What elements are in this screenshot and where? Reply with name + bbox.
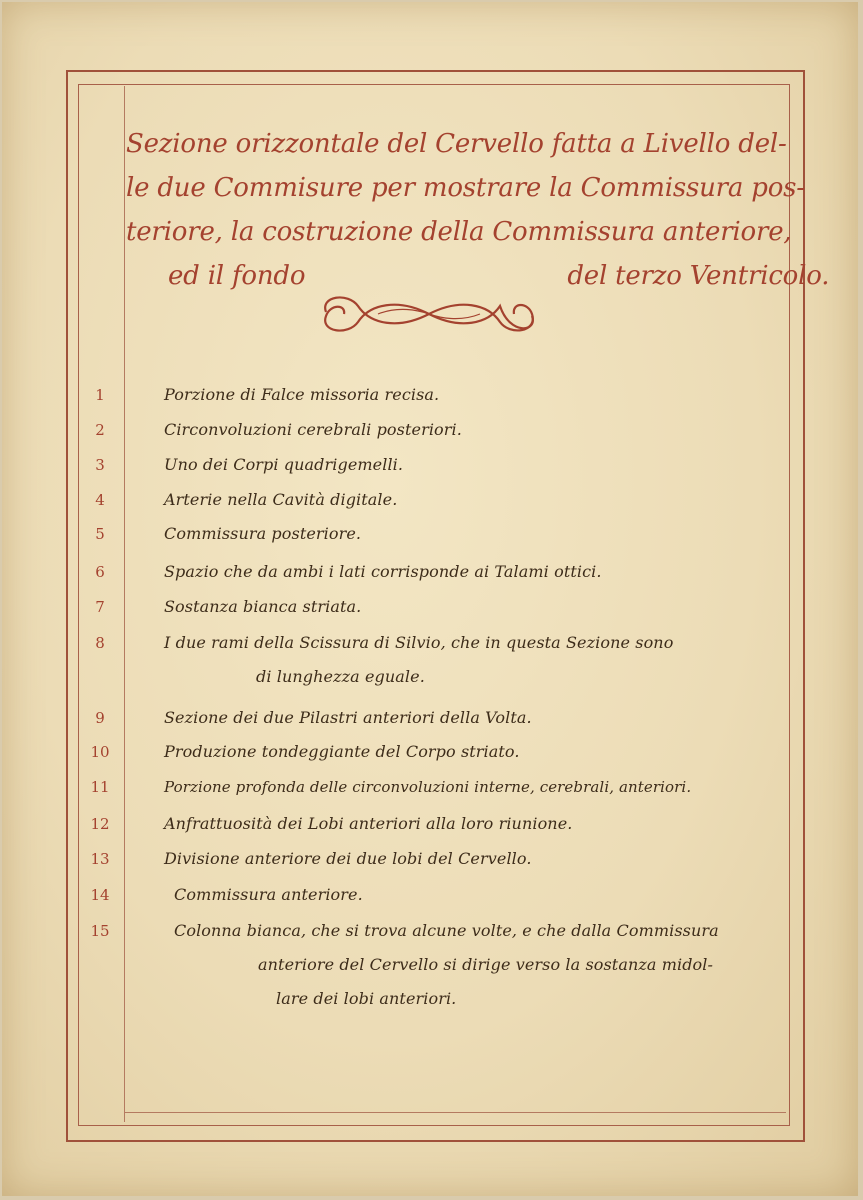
item-text: Commissura anteriore. [174, 885, 363, 904]
item-text: Sezione dei due Pilastri anteriori della Volta. [164, 708, 532, 727]
item-number: 6 [95, 563, 105, 581]
title-line-4-left: ed il fondo [168, 261, 306, 291]
item-text [174, 914, 719, 1016]
item-text-line: lare dei lobi anteriori. [276, 989, 457, 1008]
item-text: Commissura posteriore. [164, 524, 362, 543]
item-number: 12 [90, 815, 110, 833]
item-text-line: I due rami della Scissura di Silvio, che in questa Sezione sono [164, 633, 674, 652]
item-number: 1 [95, 386, 105, 404]
item-number: 8 [95, 634, 105, 652]
item-text-line: Colonna bianca, che si trova alcune volte, e che dalla Commissura [174, 921, 719, 940]
item-number: 11 [90, 778, 110, 796]
item-number: 3 [95, 456, 105, 474]
item-number: 5 [95, 525, 105, 543]
title-line-2: le due Commisure per mostrare la Commissura pos- [126, 173, 805, 203]
item-text: Divisione anteriore dei due lobi del Cervello. [164, 849, 532, 868]
item-text: Uno dei Corpi quadrigemelli. [164, 455, 404, 474]
item-text: Arterie nella Cavità digitale. [164, 490, 398, 509]
item-number: 15 [90, 922, 110, 940]
item-text: Porzione di Falce missoria recisa. [164, 385, 440, 404]
item-text-line: anteriore del Cervello si dirige verso la sostanza midol- [258, 955, 714, 974]
item-text: Sostanza bianca striata. [164, 597, 362, 616]
item-number: 10 [90, 743, 110, 761]
item-text: Porzione profonda delle circonvoluzioni interne, cerebrali, anteriori. [164, 778, 692, 796]
title-line-4-right: del terzo Ventricolo. [567, 261, 830, 291]
item-number: 13 [90, 850, 110, 868]
item-text: Anfrattuosità dei Lobi anteriori alla loro riunione. [164, 814, 573, 833]
item-number: 2 [95, 421, 105, 439]
item-number: 7 [95, 598, 105, 616]
manuscript-page [2, 2, 858, 1196]
item-text: Produzione tondeggiante del Corpo striato. [164, 742, 520, 761]
title-line-3: teriore, la costruzione della Commissura anteriore, [126, 217, 792, 247]
item-number: 14 [90, 886, 110, 904]
item-number: 4 [95, 491, 105, 509]
item-text: Spazio che da ambi i lati corrisponde ai Talami ottici. [164, 562, 602, 581]
title-line-1: Sezione orizzontale del Cervello fatta a Livello del- [126, 129, 787, 159]
item-text-line: di lunghezza eguale. [256, 667, 425, 686]
item-text: Circonvoluzioni cerebrali posteriori. [164, 420, 462, 439]
legend-list [2, 2, 858, 1196]
item-text [164, 626, 673, 694]
item-number: 9 [95, 709, 105, 727]
